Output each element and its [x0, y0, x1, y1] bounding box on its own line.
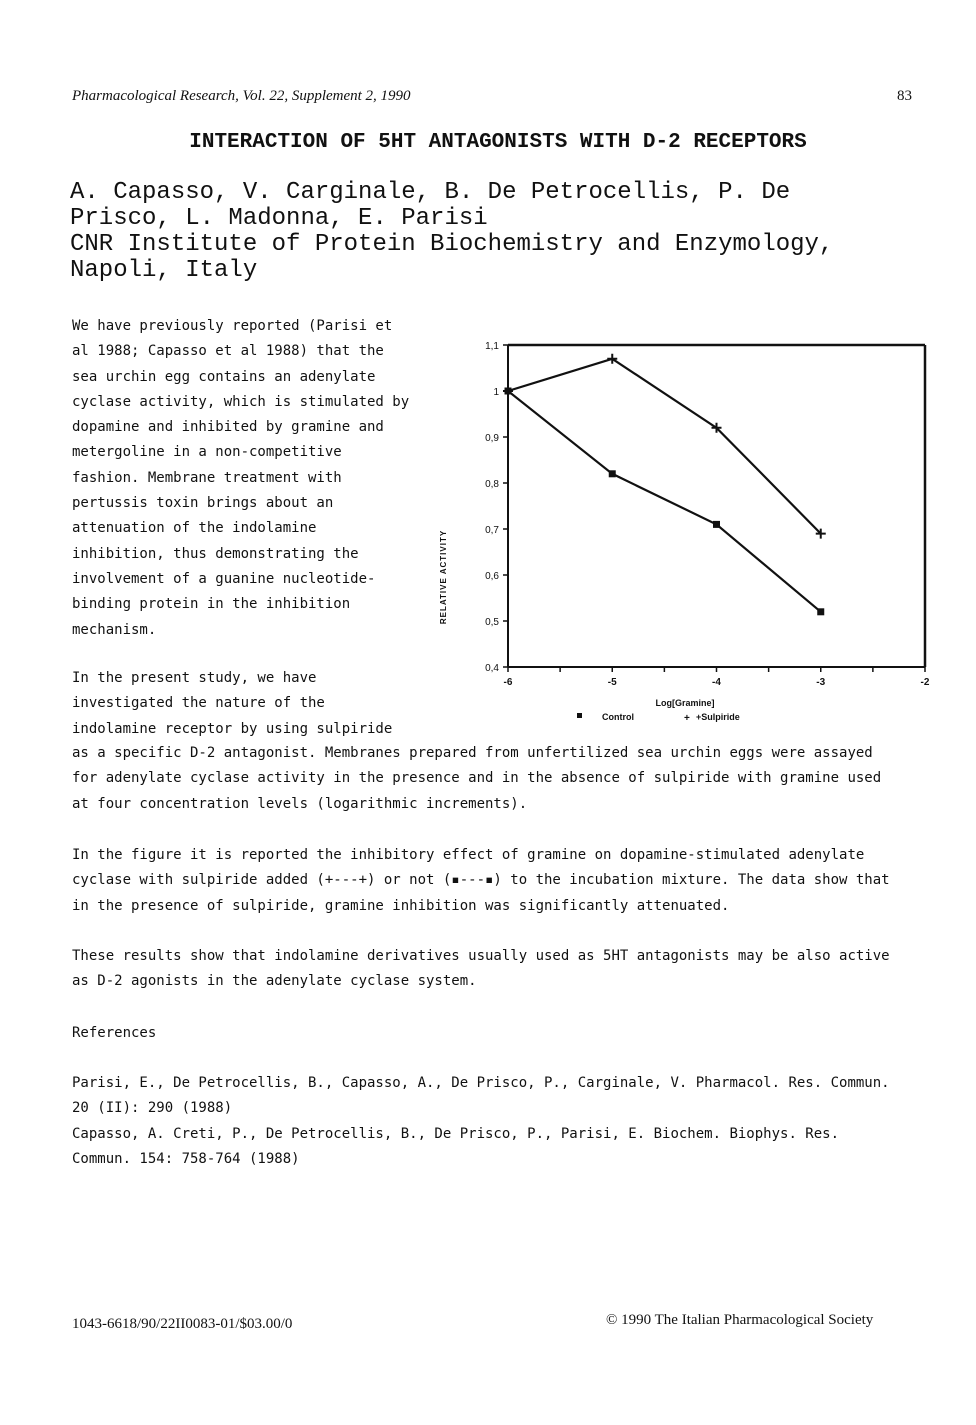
y-tick-label: 1	[493, 387, 499, 398]
legend-sulpiride-marker: +	[684, 713, 690, 724]
y-tick-label: 0,8	[485, 479, 499, 490]
legend-control-marker	[577, 713, 582, 718]
x-tick-label: -5	[607, 677, 617, 688]
series-sulpiride-line	[508, 359, 821, 534]
reference-1: Parisi, E., De Petrocellis, B., Capasso, A., De Prisco, P., Carginale, V. Pharmacol. Res. Commun. 20 (II): 290 (1988)	[72, 1075, 890, 1117]
paragraph-conclusion: These results show that indolamine derivatives usually used as 5HT antagonists may be also active as D-2 agonists in the adenylate cyclase system.	[72, 948, 890, 990]
legend-control-label: Control	[602, 712, 634, 722]
page-number: 83	[897, 88, 912, 104]
chart-series	[503, 354, 826, 616]
y-tick-label: 0,5	[485, 617, 499, 628]
x-tick-label: -3	[816, 677, 826, 688]
paragraph-figure-description: In the figure it is reported the inhibitory effect of gramine on dopamine-stimulated adenylate cyclase with sulpiride added (+---+) or not (▪---▪) to the incubation mixture. The data show that in the presence of sulpiride, gramine inhibition was significantly attenuated.	[72, 847, 890, 914]
x-tick-label: -2	[920, 677, 930, 688]
references-heading: References	[72, 1025, 157, 1041]
footer-issn: 1043-6618/90/22II0083-01/$03.00/0	[72, 1316, 293, 1332]
y-tick-label: 0,6	[485, 571, 499, 582]
legend-sulpiride-label: +Sulpiride	[696, 712, 740, 722]
plot-frame	[508, 345, 925, 667]
paragraph-study-start: In the present study, we have investigated the nature of the indolamine receptor by using sulpiride	[72, 670, 393, 737]
chart-legend	[577, 712, 740, 724]
paragraph-intro: We have previously reported (Parisi et al 1988; Capasso et al 1988) that the sea urchin egg contains an adenylate cyclase activity, which is stimulated by dopamine and inhibited by gramine and metergoline in a non-competitive fashion. Membrane treatment with pertussis toxin brings about an attenuation of the indolamine inhibition, thus demonstrating the involvement of a guanine nucleotide- binding protein in the inhibition mechanism.	[72, 318, 410, 638]
y-tick-label: 0,9	[485, 433, 499, 444]
series-control-point	[609, 470, 616, 477]
series-control-line	[508, 391, 821, 612]
series-control-point	[713, 521, 720, 528]
paper-title: INTERACTION OF 5HT ANTAGONISTS WITH D-2 RECEPTORS	[189, 131, 807, 154]
journal-citation: Pharmacological Research, Vol. 22, Supplement 2, 1990	[72, 88, 411, 104]
gramine-activity-chart	[430, 332, 950, 732]
chart-axes	[485, 341, 930, 688]
series-control-point	[817, 608, 824, 615]
y-axis-label: RELATIVE ACTIVITY	[439, 529, 448, 625]
footer-copyright: © 1990 The Italian Pharmacological Society	[606, 1312, 874, 1328]
x-axis-label: Log[Gramine]	[655, 698, 715, 708]
authors-affiliation: A. Capasso, V. Carginale, B. De Petrocellis, P. De Prisco, L. Madonna, E. Parisi CNR Institute of Protein Biochemistry and Enzymology, Napoli, Italy	[70, 179, 834, 284]
y-tick-label: 1,1	[485, 341, 499, 352]
y-tick-label: 0,7	[485, 525, 499, 536]
y-tick-label: 0,4	[485, 663, 499, 674]
x-tick-label: -6	[503, 677, 513, 688]
paragraph-study-end: as a specific D-2 antagonist. Membranes prepared from unfertilized sea urchin eggs were assayed for adenylate cyclase activity in the presence and in the absence of sulpiride with gramine used at four concentration levels (logarithmic increments).	[72, 745, 882, 812]
reference-2: Capasso, A. Creti, P., De Petrocellis, B., De Prisco, P., Parisi, E. Biochem. Biophys. Res. Commun. 154: 758-764 (1988)	[72, 1126, 840, 1168]
x-tick-label: -4	[712, 677, 721, 688]
